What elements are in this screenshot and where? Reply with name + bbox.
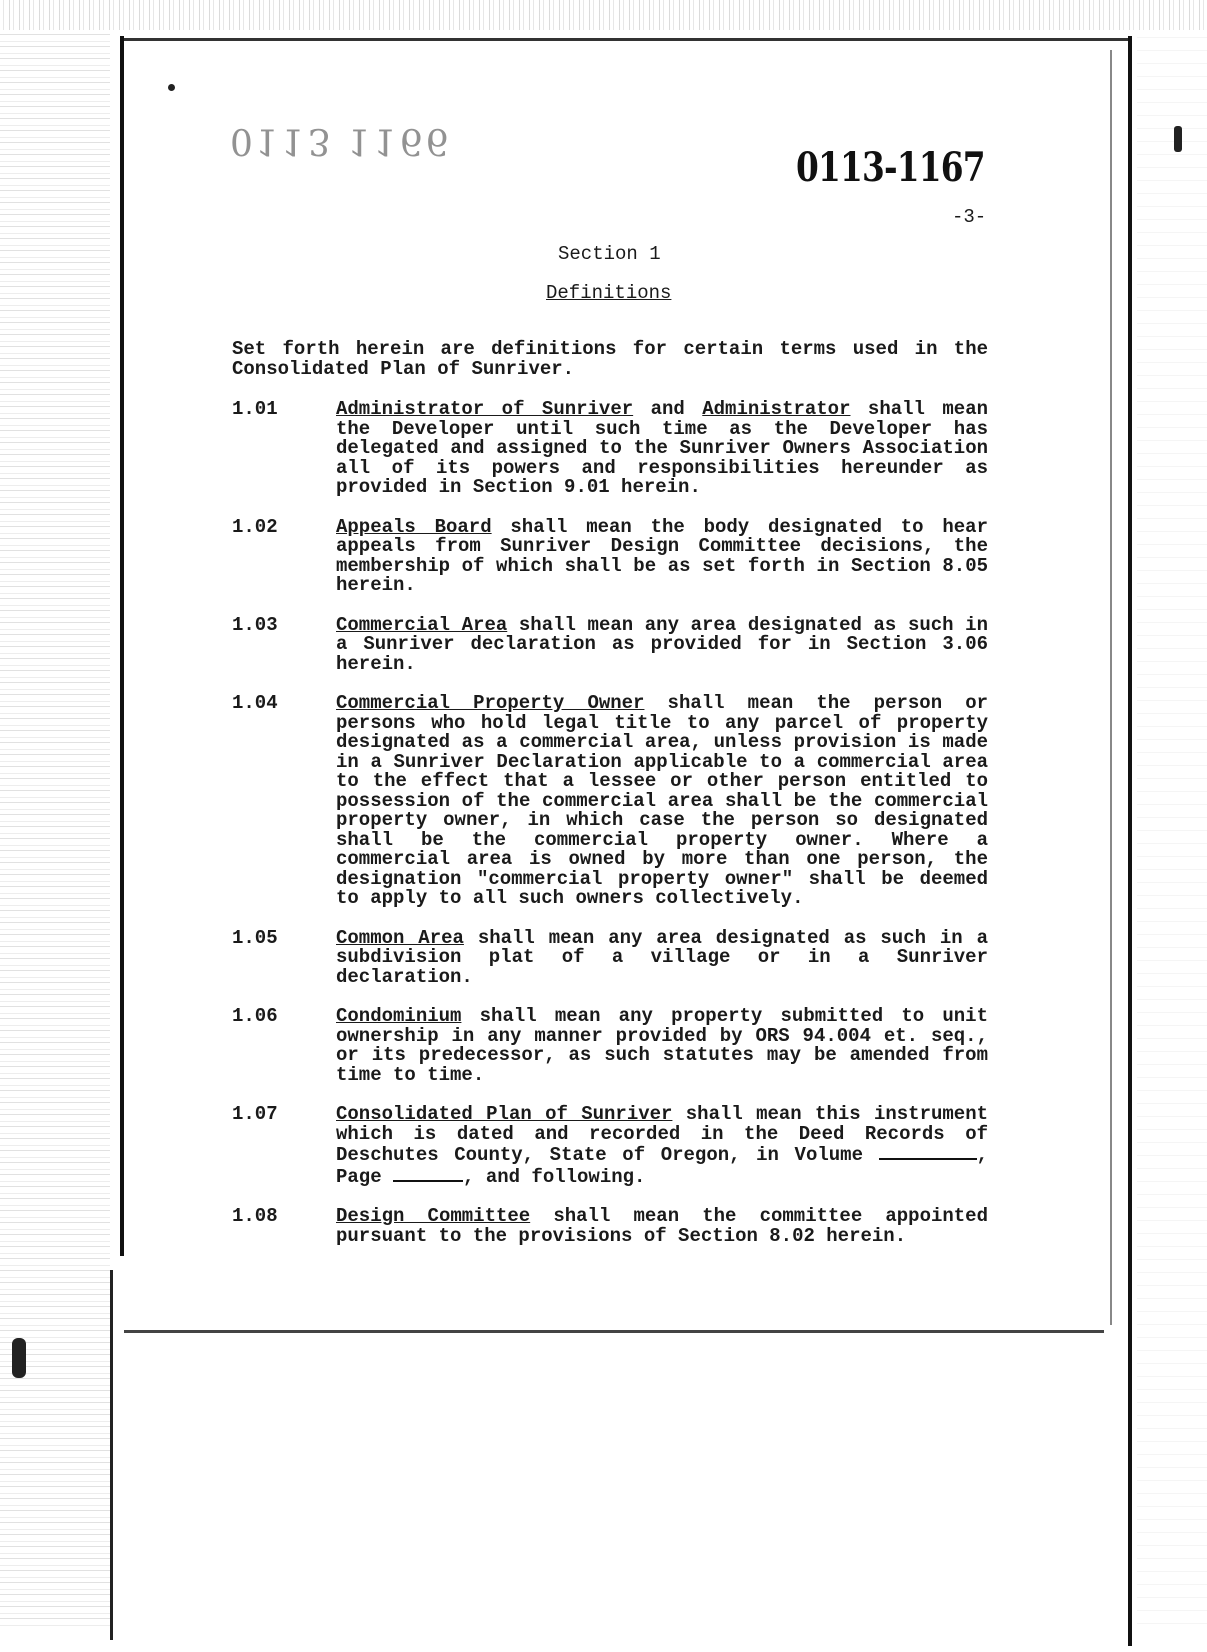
definition-body (336, 1105, 988, 1187)
definition-text: shall mean any area designated as such in a subdivision plat of a village or in a Sunriver declaration. (336, 926, 989, 988)
definition-item (232, 613, 988, 675)
definition-body (336, 1007, 988, 1085)
definition-text: shall mean the person or persons who hold legal title to any parcel of property designated as a commercial area, unless provision is made in a Sunriver Declaration applicable to a commercial area to the effect that a lessee or other person entitled to possession of the commercial area shall be the commercial property owner, in which case the person so designated shall be the commercial property owner. Where a commercial area is owned by more than one person, the designation "commercial property owner" shall be deemed to apply to all such owners collectively. (336, 692, 989, 909)
page-blank (393, 1166, 463, 1182)
volume-blank (879, 1144, 977, 1160)
scan-noise-right (1137, 30, 1207, 1630)
definition-joiner: and (633, 398, 703, 420)
section-number: Section 1 (558, 243, 661, 265)
definition-term: Appeals Board (336, 515, 492, 538)
border-left (120, 36, 124, 1256)
definition-body (336, 613, 988, 675)
definition-text: shall mean the Developer until such time as the Developer has delegated and assigned to the Sunriver Owners Association all of its powers and responsibilities hereunder as provided in Section 9.01 herein. (336, 398, 988, 498)
definition-number: 1.07 (232, 1103, 278, 1125)
scan-noise-left (0, 30, 110, 1630)
definition-term: Administrator of Sunriver (336, 398, 634, 420)
definition-text: shall mean any property submitted to unit ownership in any manner provided by ORS 94.004 et. seq., or its predecessor, as such statutes may be amended from time to time. (336, 1005, 988, 1086)
definition-term: Commercial Area (336, 613, 508, 636)
definition-item (232, 515, 988, 596)
intro-paragraph: Set forth herein are definitions for certain terms used in the Consolidated Plan of Sunriver. (232, 338, 988, 380)
border-left-lower (110, 1270, 113, 1640)
definition-text: shall mean the committee appointed pursuant to the provisions of Section 8.02 herein. (336, 1205, 988, 1247)
definition-item (232, 1105, 988, 1187)
border-right (1128, 36, 1132, 1646)
definition-body (336, 1207, 988, 1246)
definition-item (232, 694, 988, 909)
definition-term: Consolidated Plan of Sunriver (336, 1103, 673, 1125)
page-number: -3- (952, 206, 987, 228)
definition-item (232, 1207, 988, 1246)
speck-mark (12, 1338, 26, 1378)
definition-text-mid: , Page (336, 1144, 988, 1188)
definitions-list (232, 400, 988, 1266)
definition-number: 1.03 (232, 613, 278, 636)
definition-term: Design Committee (336, 1205, 531, 1227)
definition-term: Common Area (336, 926, 464, 949)
definition-body (336, 694, 988, 909)
definition-number: 1.08 (232, 1205, 278, 1227)
speck-mark (1174, 126, 1182, 152)
definition-term: Administrator (702, 398, 851, 420)
definition-body (336, 515, 988, 596)
definition-term: Condominium (336, 1005, 462, 1027)
definition-body (336, 926, 989, 988)
definition-text: shall mean the body designated to hear appeals from Sunriver Design Committee decisions, the membership of which shall be as set forth in Section 8.05 herein. (336, 515, 988, 596)
definition-term: Commercial Property Owner (336, 692, 645, 714)
document-number: 0113-1167 (796, 144, 985, 191)
definition-item (232, 926, 989, 988)
definition-body (336, 400, 988, 498)
definition-text: shall mean this instrument which is dated and recorded in the Deed Records of Deschutes County, State of Oregon, in Volume (336, 1103, 988, 1166)
section-title: Definitions (546, 282, 672, 304)
definition-item (232, 400, 988, 498)
definition-number: 1.01 (232, 398, 278, 420)
definition-number: 1.05 (232, 926, 278, 949)
definition-number: 1.06 (232, 1005, 278, 1027)
definition-item (232, 1007, 988, 1085)
speck-mark (168, 84, 175, 91)
border-inner-right (1110, 50, 1112, 1325)
definition-number: 1.02 (232, 515, 278, 538)
border-top (120, 38, 1130, 41)
definition-number: 1.04 (232, 692, 278, 714)
definition-text-end: , and following. (463, 1165, 646, 1188)
definition-text: shall mean any area designated as such in a Sunriver declaration as provided for in Section 3.06 herein. (336, 613, 988, 675)
faint-stamp: 0113 1166 (230, 120, 452, 161)
scan-noise-top (0, 0, 1207, 30)
border-bottom (124, 1330, 1104, 1333)
